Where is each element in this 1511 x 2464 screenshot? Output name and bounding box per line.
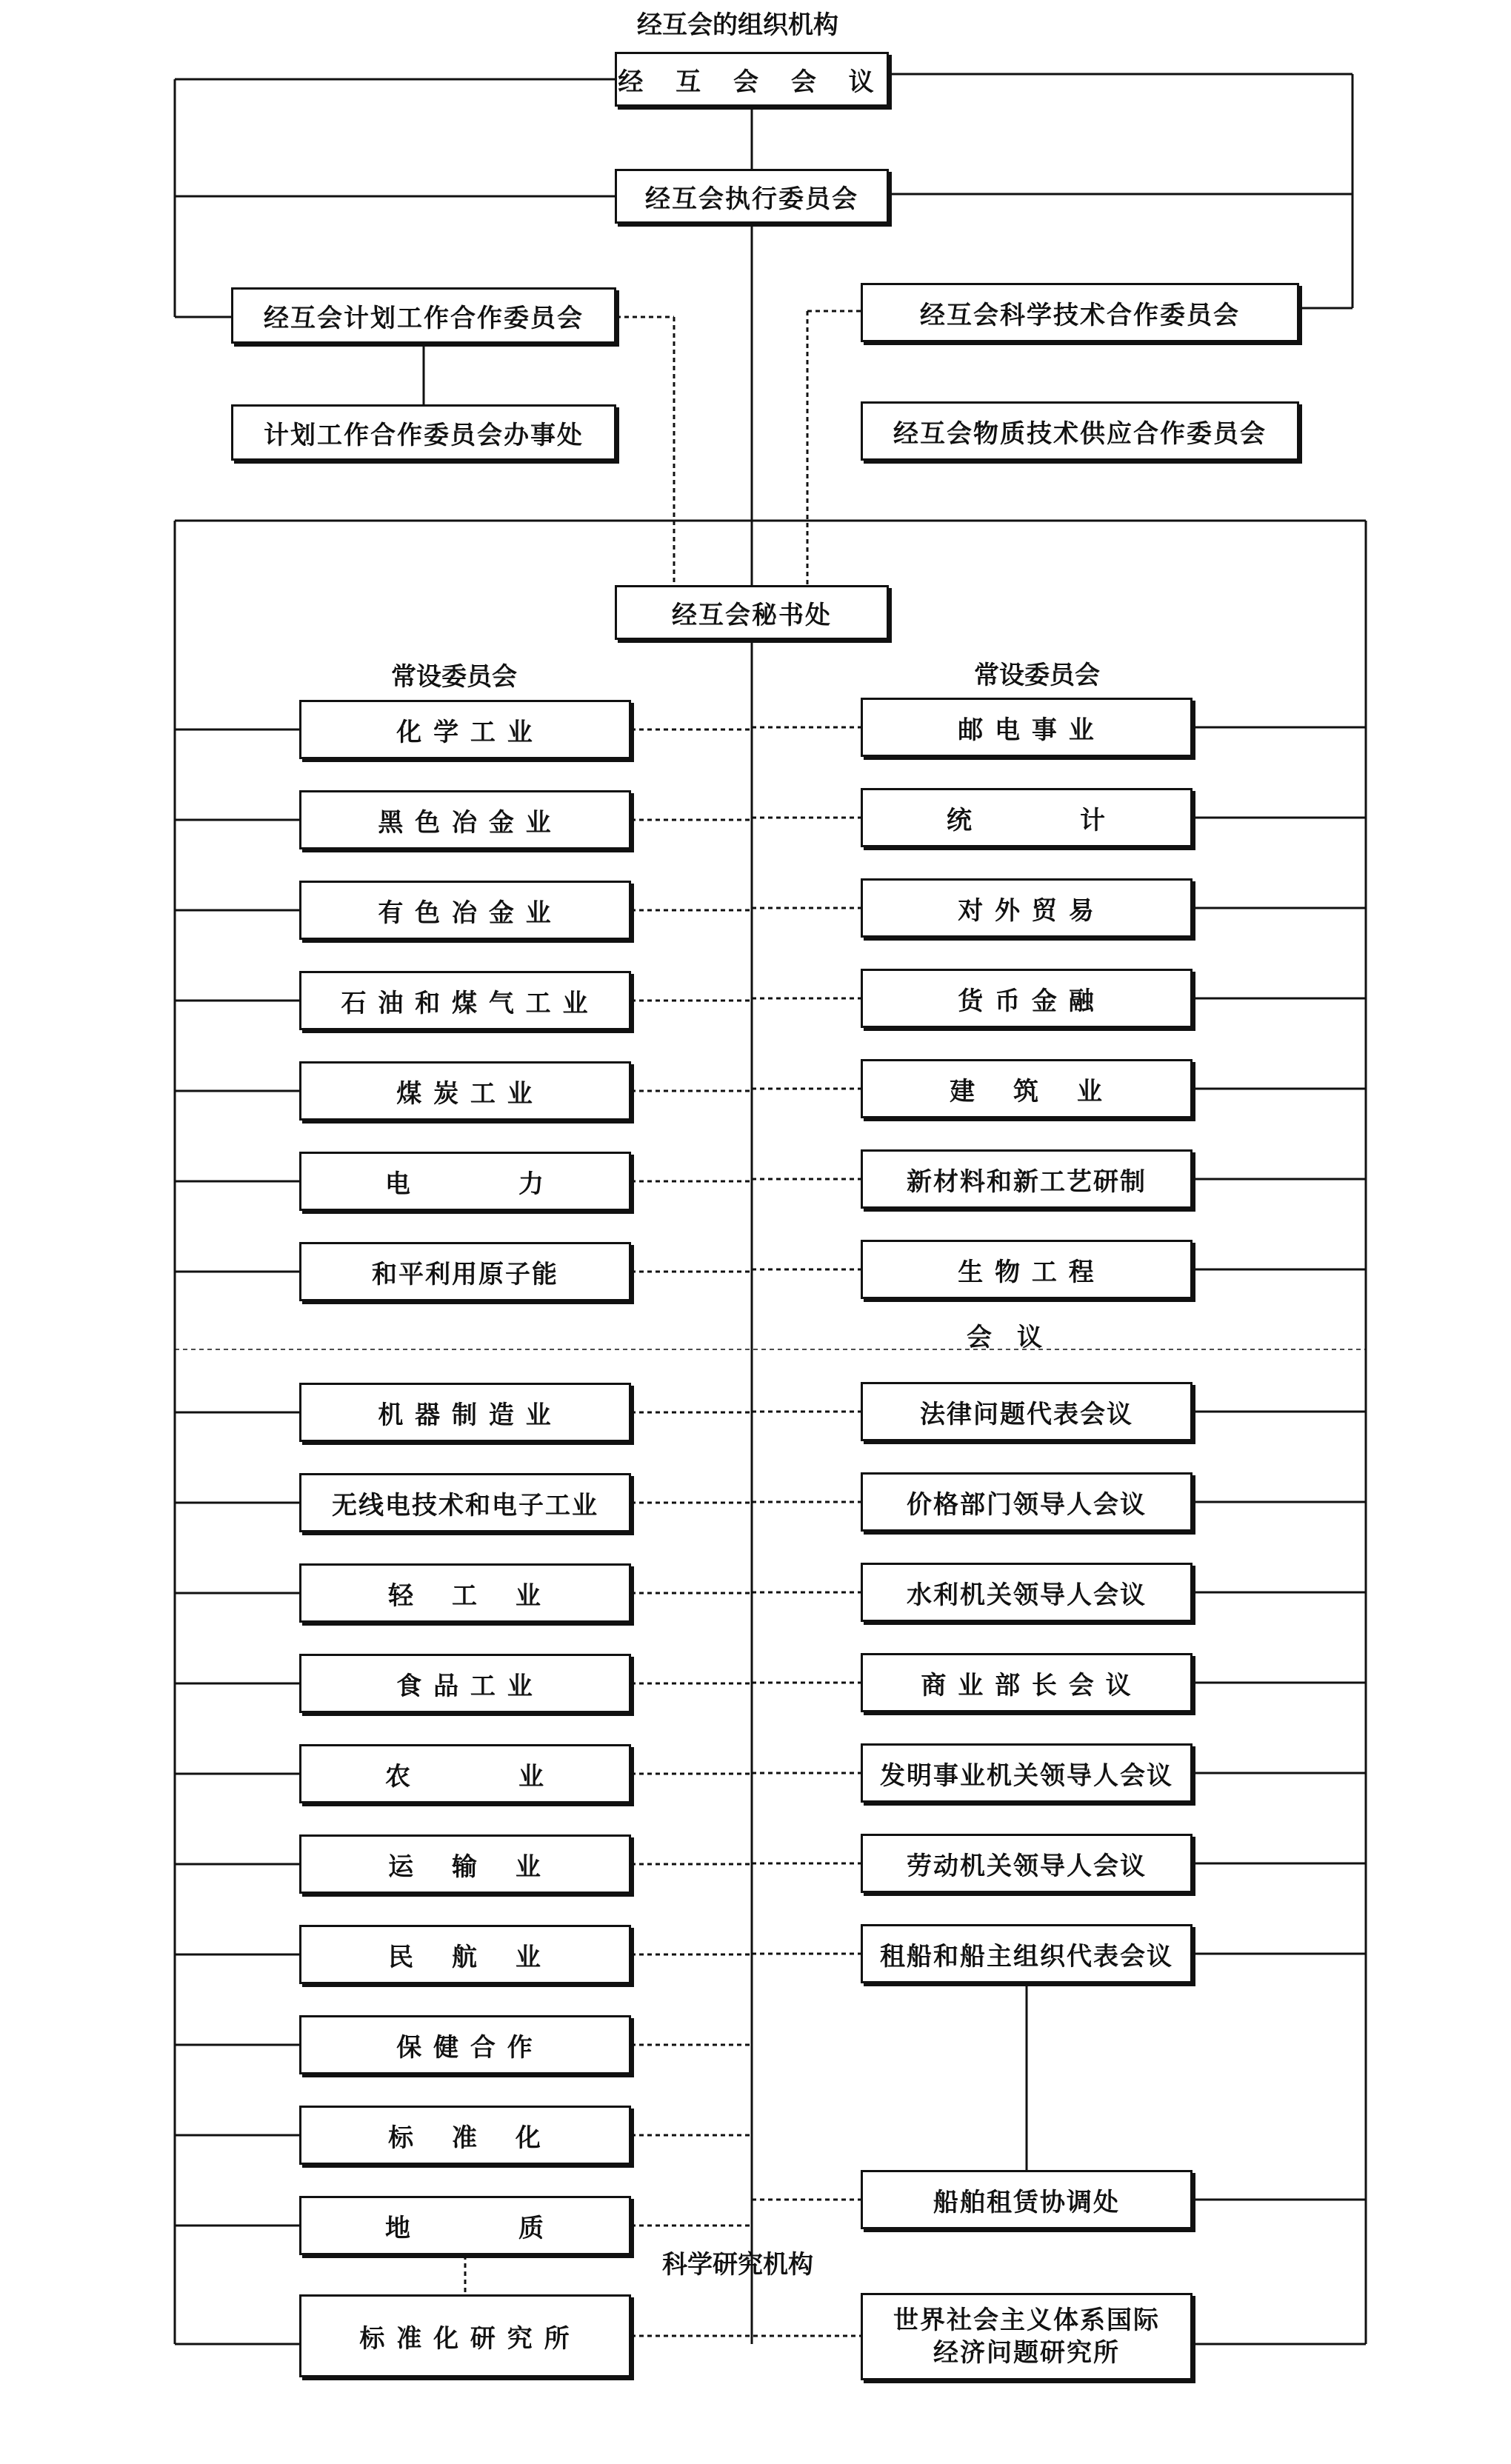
left-standing-committees-header: 常设委员会 <box>391 662 517 692</box>
world-economy-institute-box <box>861 2293 1193 2380</box>
left-committee-box: 轻 工 业 <box>299 1563 631 1623</box>
right-committee-box: 邮 电 事 业 <box>861 698 1193 757</box>
research-institutes-header: 科学研究机构 <box>662 2250 813 2280</box>
right-committee-box: 对 外 贸 易 <box>861 878 1193 938</box>
left-committee-box: 农 业 <box>299 1744 631 1803</box>
left-committee-box: 机 器 制 造 业 <box>299 1383 631 1442</box>
left-committee-box: 无线电技术和电子工业 <box>299 1473 631 1532</box>
conference-box: 发明事业机关领导人会议 <box>861 1743 1193 1803</box>
right-committee-box: 货 币 金 融 <box>861 969 1193 1028</box>
left-committee-box: 运 输 业 <box>299 1834 631 1894</box>
conference-box: 商 业 部 长 会 议 <box>861 1653 1193 1712</box>
secretariat-box: 经互会秘书处 <box>615 585 889 640</box>
left-committee-box: 煤 炭 工 业 <box>299 1061 631 1121</box>
conferences-header: 会 议 <box>967 1323 1042 1352</box>
standardization-institute-box: 标 准 化 研 究 所 <box>299 2294 631 2377</box>
conference-box: 劳动机关领导人会议 <box>861 1834 1193 1893</box>
scitech-committee-box: 经互会科学技术合作委员会 <box>861 283 1299 342</box>
left-committee-box: 黑 色 冶 金 业 <box>299 790 631 849</box>
right-committee-box: 统 计 <box>861 788 1193 847</box>
conference-box: 水利机关领导人会议 <box>861 1563 1193 1622</box>
executive-committee-box: 经互会执行委员会 <box>615 169 889 224</box>
charter-coordination-office-box: 船舶租赁协调处 <box>861 2170 1193 2229</box>
right-committee-box: 生 物 工 程 <box>861 1240 1193 1299</box>
supply-committee-box: 经互会物质技术供应合作委员会 <box>861 401 1299 461</box>
left-committee-box: 石 油 和 煤 气 工 业 <box>299 971 631 1030</box>
left-committee-box: 民 航 业 <box>299 1925 631 1984</box>
left-committee-box: 地 质 <box>299 2196 631 2255</box>
left-committee-box: 化 学 工 业 <box>299 700 631 759</box>
right-standing-committees-header: 常设委员会 <box>974 661 1100 690</box>
left-committee-box: 保 健 合 作 <box>299 2015 631 2074</box>
chart-title: 经互会的组织机构 <box>637 10 838 40</box>
conference-box: 法律问题代表会议 <box>861 1382 1193 1441</box>
world-economy-institute-line-1: 世界社会主义体系国际 <box>893 2306 1160 2335</box>
left-committee-box: 和平利用原子能 <box>299 1242 631 1301</box>
council-session-box: 经 互 会 会 议 <box>615 52 889 107</box>
left-committee-box: 标 准 化 <box>299 2106 631 2165</box>
left-committee-box: 食 品 工 业 <box>299 1654 631 1713</box>
right-committee-box: 新材料和新工艺研制 <box>861 1149 1193 1209</box>
planning-office-box: 计划工作合作委员会办事处 <box>231 404 616 461</box>
right-committee-box: 建 筑 业 <box>861 1059 1193 1118</box>
left-committee-box: 有 色 冶 金 业 <box>299 881 631 940</box>
planning-committee-box: 经互会计划工作合作委员会 <box>231 287 616 344</box>
left-committee-box: 电 力 <box>299 1152 631 1211</box>
conference-box: 价格部门领导人会议 <box>861 1472 1193 1532</box>
conference-box: 租船和船主组织代表会议 <box>861 1924 1193 1983</box>
world-economy-institute-line-2: 经济问题研究所 <box>933 2338 1120 2368</box>
